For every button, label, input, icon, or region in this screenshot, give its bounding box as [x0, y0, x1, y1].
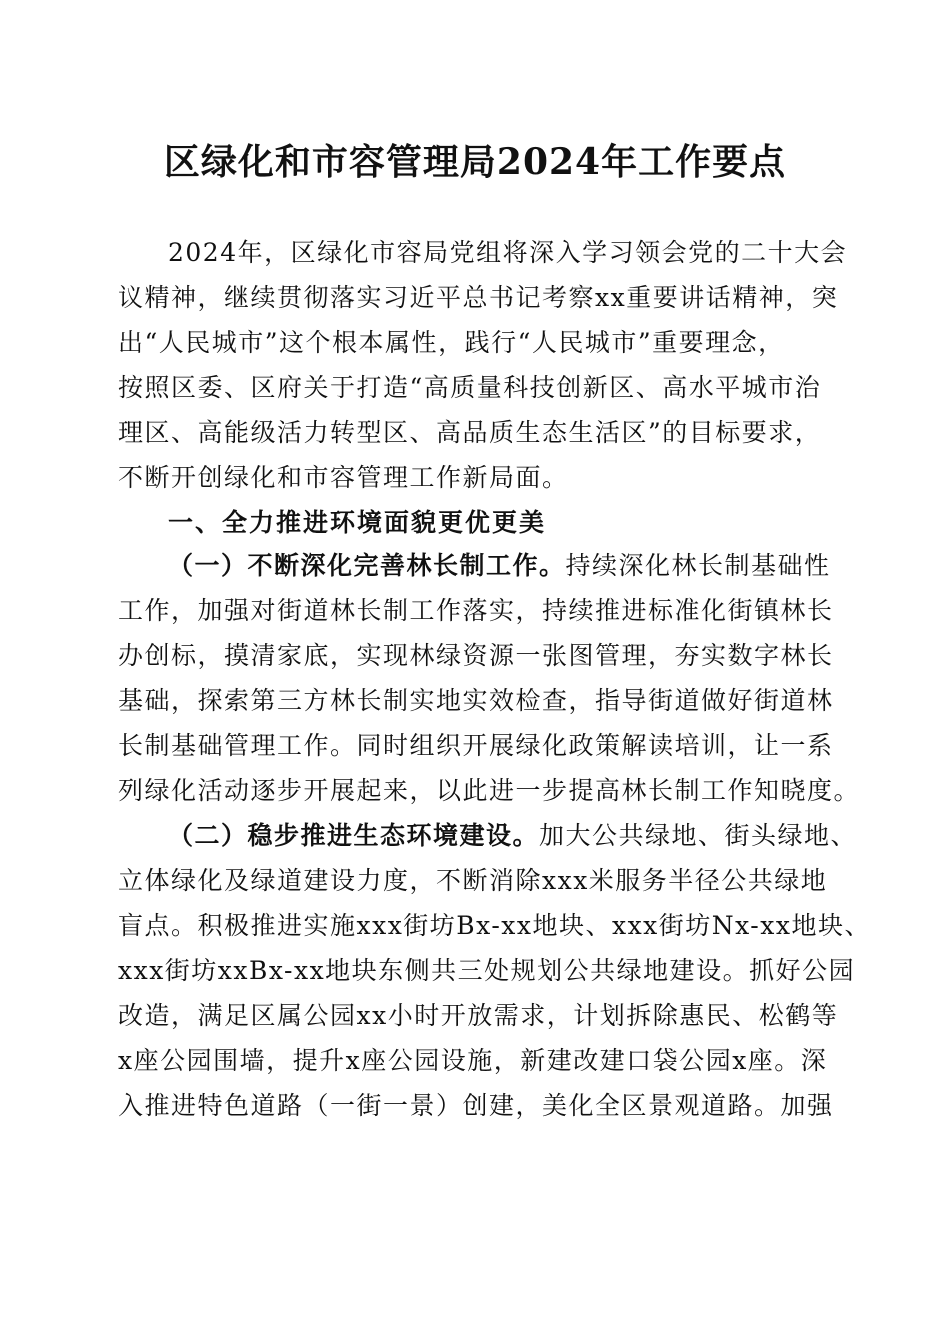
paragraph-line: 办创标，摸清家底，实现林绿资源一张图管理，夯实数字林长: [118, 641, 834, 670]
paragraph-line: 基础，探索第三方林长制实地实效检查，指导街道做好街道林: [118, 686, 834, 715]
intro-line: 按照区委、区府关于打造“高质量科技创新区、高水平城市治: [118, 373, 822, 402]
paragraph-line: 入推进特色道路（一街一景）创建，美化全区景观道路。加强: [118, 1091, 834, 1120]
section-heading: 一、全力推进环境面貌更优更美: [168, 508, 547, 537]
paragraph-line: 盲点。积极推进实施xxx街坊Bx-xx地块、xxx街坊Nx-xx地块、: [118, 911, 871, 940]
paragraph-line: 改造，满足区属公园xx小时开放需求，计划拆除惠民、松鹤等: [118, 1001, 839, 1030]
subsection-lead: （一）不断深化完善林长制工作。: [168, 551, 566, 580]
intro-line: 不断开创绿化和市容管理工作新局面。: [118, 463, 569, 492]
paragraph-line: 立体绿化及绿道建设力度，不断消除xxx米服务半径公共绿地: [118, 866, 828, 895]
intro-line: 出“人民城市”这个根本属性，践行“人民城市”重要理念，: [118, 328, 785, 357]
document-title: 区绿化和市容管理局2024年工作要点: [163, 141, 787, 183]
intro-line: 议精神，继续贯彻落实习近平总书记考察xx重要讲话精神，突: [118, 283, 839, 312]
paragraph-line: 列绿化活动逐步开展起来，以此进一步提高林长制工作知晓度。: [118, 776, 861, 805]
paragraph-line: xxx街坊xxBx-xx地块东侧共三处规划公共绿地建设。抓好公园: [118, 956, 856, 985]
subsection-lead: （二）稳步推进生态环境建设。: [168, 821, 540, 850]
paragraph-line: 工作，加强对街道林长制工作落实，持续推进标准化街镇林长: [118, 596, 834, 625]
subsection-first-line: [168, 819, 857, 853]
paragraph-line: x座公园围墙，提升x座公园设施，新建改建口袋公园x座。深: [118, 1046, 828, 1075]
subsection-text: 持续深化林长制基础性: [565, 551, 831, 580]
subsection-text: 加大公共绿地、街头绿地、: [539, 821, 858, 850]
intro-line: 2024年，区绿化市容局党组将深入学习领会党的二十大会: [168, 238, 848, 267]
paragraph-line: 长制基础管理工作。同时组织开展绿化政策解读培训，让一系: [118, 731, 834, 760]
subsection-first-line: [168, 549, 831, 583]
intro-line: 理区、高能级活力转型区、高品质生态生活区”的目标要求，: [118, 418, 822, 447]
